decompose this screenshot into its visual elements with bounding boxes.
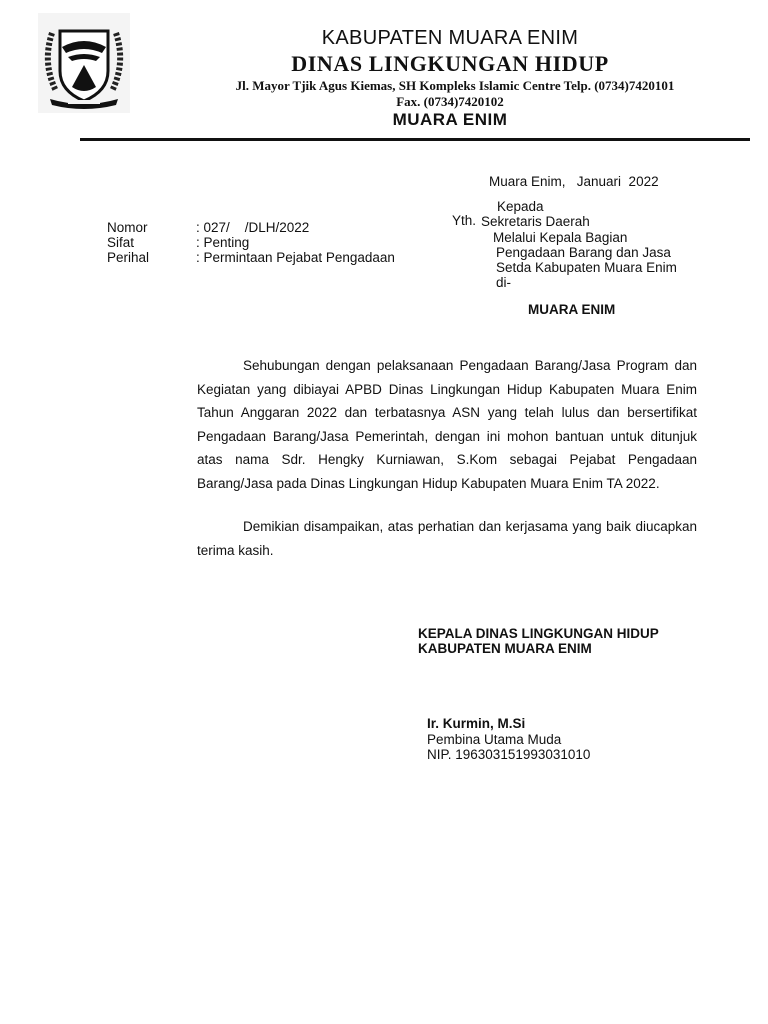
meta-label-sifat: Sifat [107,235,135,250]
meta-label-perihal: Perihal [107,250,150,265]
yth-label: Yth. [452,213,477,228]
body-paragraph: Sehubungan dengan pelaksanaan Pengadaan Barang/Jasa Program dan Kegiatan yang dibiayai APBD Dinas Lingkungan Hidup Kabupaten Muara Enim Tahun Anggaran 2022 dan terbatasnya ASN yang telah lulus dan bersertifikat Pengadaan Barang/Jasa Pemerintah, dengan ini mohon bantuan untuk ditunjuk atas nama Sdr. Hengky Kurniawan, S.Kom sebagai Pejabat Pengadaan Barang/Jasa pada Dinas Lingkungan Hidup Kabupaten Muara Enim TA 2022. [197,358,697,491]
recipient-line: Pengadaan Barang dan Jasa [496,245,671,260]
recipient-line: Sekretaris Daerah [481,214,590,229]
place-date: Muara Enim, Januari 2022 [489,174,659,189]
signatory-name: Ir. Kurmin, M.Si [427,716,526,731]
meta-value-perihal: : Permintaan Pejabat Pengadaan [196,250,395,265]
signatory-rank: Pembina Utama Muda [427,732,562,747]
recipient-line: Melalui Kepala Bagian [493,230,628,245]
destination-city: MUARA ENIM [528,302,616,317]
regency-crest-icon [38,13,130,113]
meta-value-nomor: : 027/ /DLH/2022 [196,220,310,235]
office-city: MUARA ENIM [392,110,508,129]
meta-label-nomor: Nomor [107,220,148,235]
office-fax: Fax. (0734)7420102 [396,94,504,109]
recipient-line: di- [496,275,512,290]
meta-value-sifat: : Penting [196,235,250,250]
signatory-title: KEPALA DINAS LINGKUNGAN HIDUP [418,626,659,641]
recipient-line: Setda Kabupaten Muara Enim [496,260,677,275]
closing-paragraph: Demikian disampaikan, atas perhatian dan kerjasama yang baik diucapkan terima kasih. [197,519,697,558]
signatory-nip: NIP. 196303151993031010 [427,747,591,762]
regency-name: KABUPATEN MUARA ENIM [321,27,579,49]
office-address: Jl. Mayor Tjik Agus Kiemas, SH Kompleks Islamic Centre Telp. (0734)7420101 [235,78,675,93]
signatory-title: KABUPATEN MUARA ENIM [418,641,592,656]
recipient-line: Kepada [497,199,544,214]
office-name: DINAS LINGKUNGAN HIDUP [291,51,609,76]
letterhead-divider [80,138,750,141]
